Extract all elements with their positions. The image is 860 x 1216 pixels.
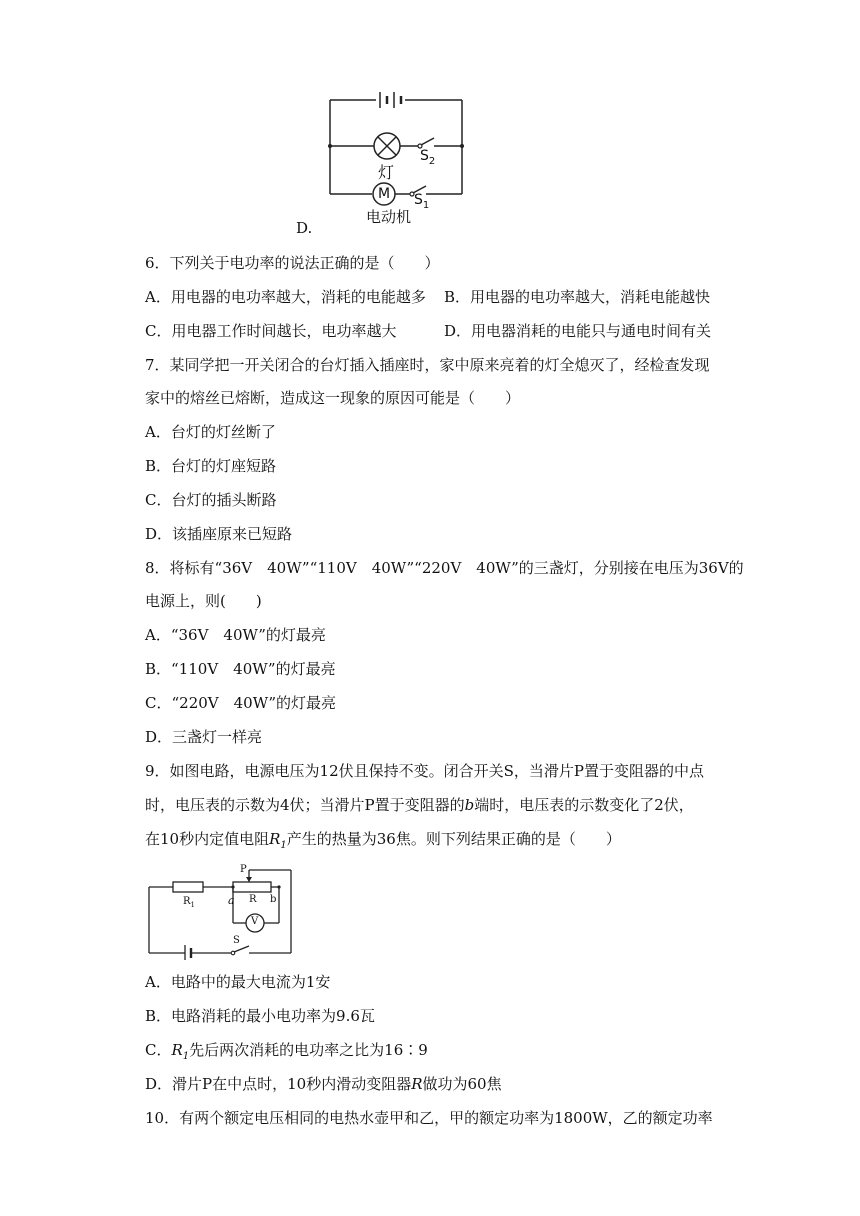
q9-option-c: C．$R_1$先后两次消耗的电功率之比为16∶9 [145, 1041, 428, 1062]
q8-stem-line2: 电源上，则( ) [145, 592, 262, 610]
q7-option-d: D．该插座原来已短路 [145, 525, 293, 543]
switch-s2-blade [421, 138, 434, 145]
q9-stem-line3: 在10秒内定值电阻$R_1$产生的热量为36焦。则下列结果正确的是（ ） [145, 830, 621, 851]
q9-fig-label-r1: $R_1$ [183, 896, 195, 909]
slider-p-arrow [246, 877, 252, 882]
q6-option-d: D．用电器消耗的电能只与通电时间有关 [444, 322, 712, 340]
q9-fig-label-s: S [233, 935, 240, 946]
resistor-r1 [173, 882, 203, 892]
q7-stem-line1: 7．某同学把一开关闭合的台灯插入插座时，家中原来亮着的灯全熄灭了，经检查发现 [145, 356, 710, 374]
figure-d-option-label: D. [296, 219, 313, 237]
rheostat-r [233, 882, 271, 892]
q8-option-c: C．“220V 40W”的灯最亮 [145, 694, 337, 712]
q9-option-a: A．电路中的最大电流为1安 [145, 973, 331, 991]
switch-s2-label: $S_2$ [420, 148, 436, 167]
q8-stem-line1: 8．将标有“36V 40W”“110V 40W”“220V 40W”的三盏灯，分别接在电压为36V的 [145, 559, 744, 577]
q9-fig-label-p: P [240, 864, 247, 875]
q7-option-a: A．台灯的灯丝断了 [145, 423, 276, 441]
q9-option-b: B．电路消耗的最小电功率为9.6瓦 [145, 1007, 375, 1025]
q7-option-b: B．台灯的灯座短路 [145, 457, 277, 475]
motor-label: 电动机 [366, 208, 412, 226]
q7-option-c: C．台灯的插头断路 [145, 491, 277, 509]
q8-option-a: A．“36V 40W”的灯最亮 [145, 626, 326, 644]
motor-letter: M [378, 186, 391, 202]
q9-stem-line2: 时，电压表的示数为4伏；当滑片P置于变阻器的b端时，电压表的示数变化了2伏， [145, 796, 694, 814]
q9-fig-label-a: a [228, 894, 235, 907]
q9-fig-label-b: b [270, 894, 277, 905]
lamp-label: 灯 [378, 163, 395, 182]
q10-stem-line1: 10．有两个额定电压相同的电热水壶甲和乙，甲的额定功率为1800W，乙的额定功率 [145, 1109, 713, 1127]
q8-option-d: D．三盏灯一样亮 [145, 728, 263, 746]
q9-stem-line1: 9．如图电路，电源电压为12伏且保持不变。闭合开关S，当滑片P置于变阻器的中点 [145, 762, 705, 780]
q6-stem: 6．下列关于电功率的说法正确的是（ ） [145, 254, 440, 272]
q7-stem-line2: 家中的熔丝已熔断，造成这一现象的原因可能是（ ） [145, 389, 521, 407]
q6-option-a: A．用电器的电功率越大，消耗的电能越多 [145, 288, 426, 306]
q9-option-d: D．滑片P在中点时，10秒内滑动变阻器R做功为60焦 [145, 1075, 502, 1093]
lamp-icon [374, 133, 400, 159]
switch-s1-label: $S_1$ [414, 192, 430, 211]
q8-option-b: B．“110V 40W”的灯最亮 [145, 660, 336, 678]
q9-fig-label-r: R [249, 894, 257, 905]
q9-circuit-figure [145, 860, 305, 960]
q6-option-c: C．用电器工作时间越长，电功率越大 [145, 322, 397, 340]
q9-fig-label-v: V [251, 916, 259, 927]
q6-option-b: B．用电器的电功率越大，消耗电能越快 [444, 288, 711, 306]
switch-s-blade [234, 946, 249, 952]
